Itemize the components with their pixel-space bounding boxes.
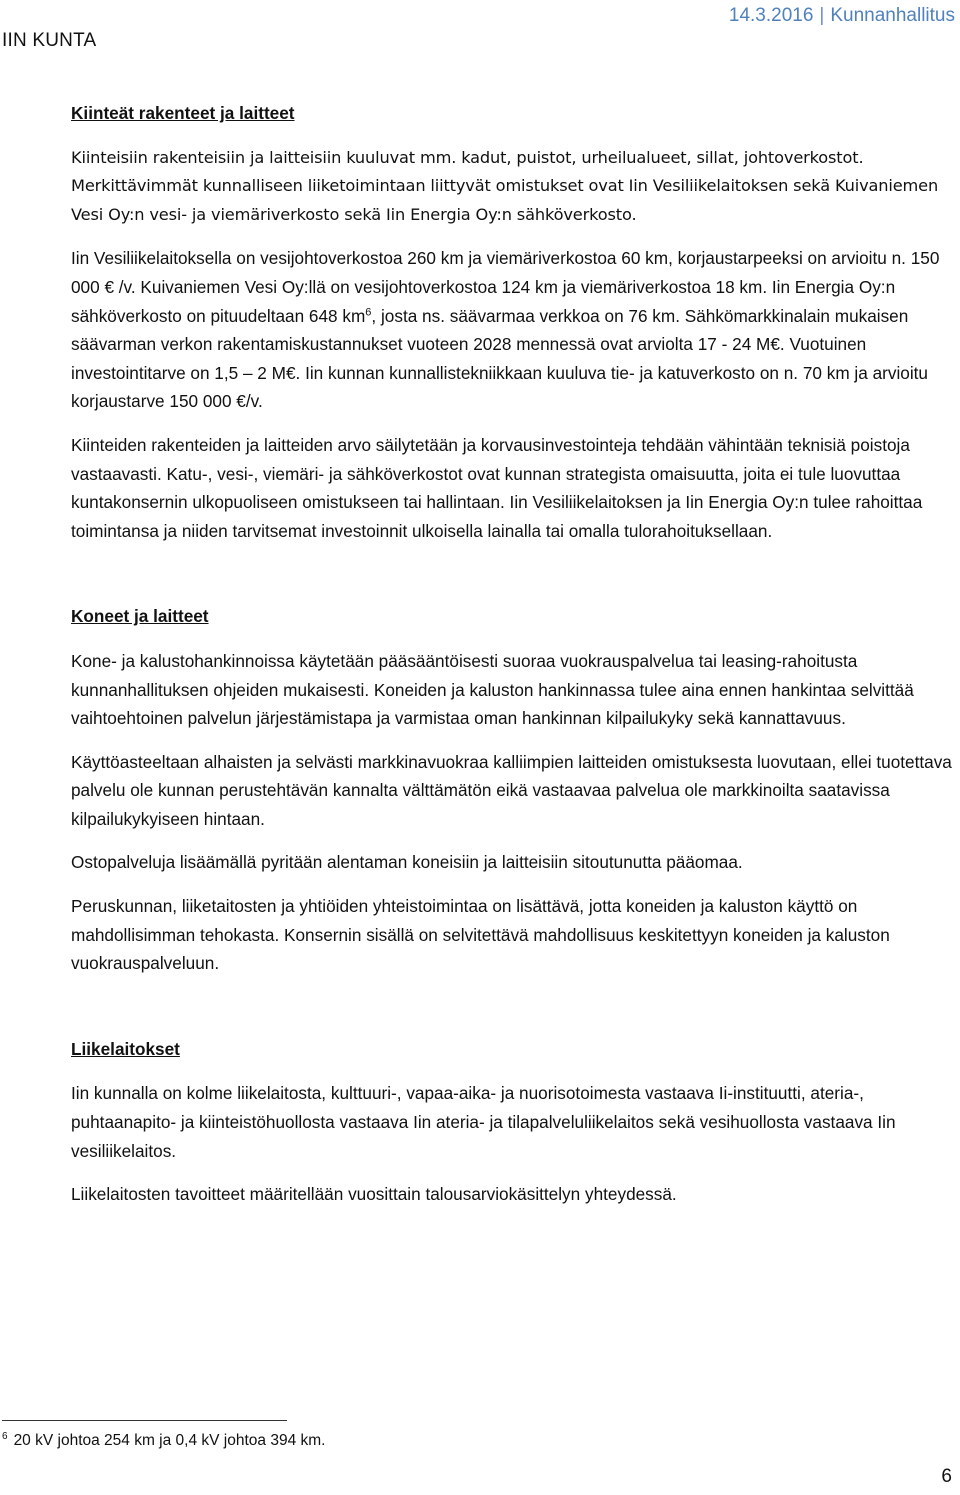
header-body: Kunnanhallitus (830, 5, 955, 26)
paragraph: Iin kunnalla on kolme liikelaitosta, kulttuuri-, vapaa-aika- ja nuorisotoimesta vastaava Ii-instituutti, ateria-, puhtaanapito- ja kiinteistöhuollosta vastaava Iin ateria- ja tilapalveluliikelaitos sekä vesihuollosta vastaava Iin vesiliikelaitos. (71, 1083, 896, 1161)
paragraph-text: , josta ns. säävarmaa verkkoa on 76 km. Sähkömarkkinalain mukaisen säävarman verkon rakentamiskustannukset vuoteen 2028 mennessä ovat arviolta 17 - 24 M€. Vuotuinen investointitarve on 1,5 – 2 M€. Iin kunnan kunnallistekniikkaan kuuluva tie- ja katuverkosto on n. 70 km ja arvioitu korjaustarve 150 000 €/v. (71, 305, 928, 412)
footnote-reference: 6 (365, 305, 372, 318)
paragraph: Liikelaitosten tavoitteet määritellään vuosittain talousarviokäsittelyn yhteydessä. (71, 1184, 677, 1205)
paragraph: Kiinteisiin rakenteisiin ja laitteisiin kuuluvat mm. kadut, puistot, urheilualueet, sillat, johtoverkostot. Merkittävimmät kunnalliseen liiketoimintaan liittyvät omistukset ovat Iin Vesiliikelaitoksen sekä Kuivaniemen Vesi Oy:n vesi- ja viemäriverkosto sekä Iin Energia Oy:n sähköverkosto. (71, 147, 939, 224)
paragraph-with-footnote (71, 244, 955, 416)
section-heading: Kiinteät rakenteet ja laitteet (71, 103, 295, 123)
paragraph: Kone- ja kalustohankinnoissa käytetään pääsääntöisesti suoraa vuokrauspalvelua tai leasing-rahoitusta kunnanhallituksen ohjeiden mukaisesti. Koneiden ja kaluston hankinnassa tulee aina ennen hankintaa selvittää vaihtoehtoinen palvelun järjestämistapa ja varmistaa oman hankinnan kilpailukyky sekä kannattavuus. (71, 650, 914, 729)
paragraph-text: Iin Vesiliikelaitoksella on vesijohtoverkostoa 260 km ja viemäriverkostoa 60 km, korjaustarpeeksi on arvioitu n. 150 000 € /v. Kuivaniemen Vesi Oy:llä on vesijohtoverkostoa 124 km ja viemäriverkostoa 18 km. Iin Energia Oy:n sähköverkosto on pituudeltaan 648 km (71, 248, 940, 326)
section-fixed-structures (71, 99, 955, 545)
header-separator: | (819, 5, 825, 26)
section-heading: Liikelaitokset (71, 1038, 180, 1059)
paragraph: Ostopalveluja lisäämällä pyritään alentaman koneisiin ja laitteisiin sitoutunutta pääomaa. (71, 852, 743, 873)
paragraph: Käyttöasteeltaan alhaisten ja selvästi markkinavuokraa kalliimpien laitteiden omistuksesta luovutaan, ellei tuotettava palvelu ole kunnan perustehtävän kannalta välttämätön eikä vastaavaa palvelua ole markkinoilta saatavissa kilpailukykyiseen hintaan. (71, 751, 952, 829)
paragraph: Kiinteiden rakenteiden ja laitteiden arvo säilytetään ja korvausinvestointeja tehdään vähintään teknisiä poistoja vastaavasti. Katu-, vesi-, viemäri- ja sähköverkostot ovat kunnan strategista omaisuutta, joita ei tule luovuttaa kuntakonsernin ulkopuoliseen omistukseen tai hallintaan. Iin Vesiliikelaitoksen ja Iin Energia Oy:n tulee rahoittaa toimintansa ja niiden tarvitsemat investoinnit ulkoisella lainalla tai omalla tulorahoituksellaan. (71, 434, 923, 541)
page-number: 6 (941, 1466, 952, 1487)
section-heading: Koneet ja laitteet (71, 606, 209, 627)
section-municipal-enterprises (71, 1035, 955, 1209)
header-organization: IIN KUNTA (2, 30, 97, 51)
header-date: 14.3.2016 (728, 5, 814, 26)
footnote-number: 6 (2, 1430, 8, 1442)
document-body (71, 99, 955, 1209)
header-meta (729, 5, 955, 27)
paragraph: Peruskunnan, liiketaitosten ja yhtiöiden yhteistoimintaa on lisättävä, jotta koneiden ja kaluston käyttö on mahdollisimman tehokasta. Konsernin sisällä on selvitettävä mahdollisuus keskitettyyn koneiden ja kaluston vuokrauspalveluun. (71, 896, 890, 974)
section-machinery (71, 602, 955, 978)
footnote (2, 1432, 325, 1450)
footnote-divider (2, 1420, 287, 1421)
footnote-text: 20 kV johtoa 254 km ja 0,4 kV johtoa 394 km. (13, 1432, 326, 1449)
